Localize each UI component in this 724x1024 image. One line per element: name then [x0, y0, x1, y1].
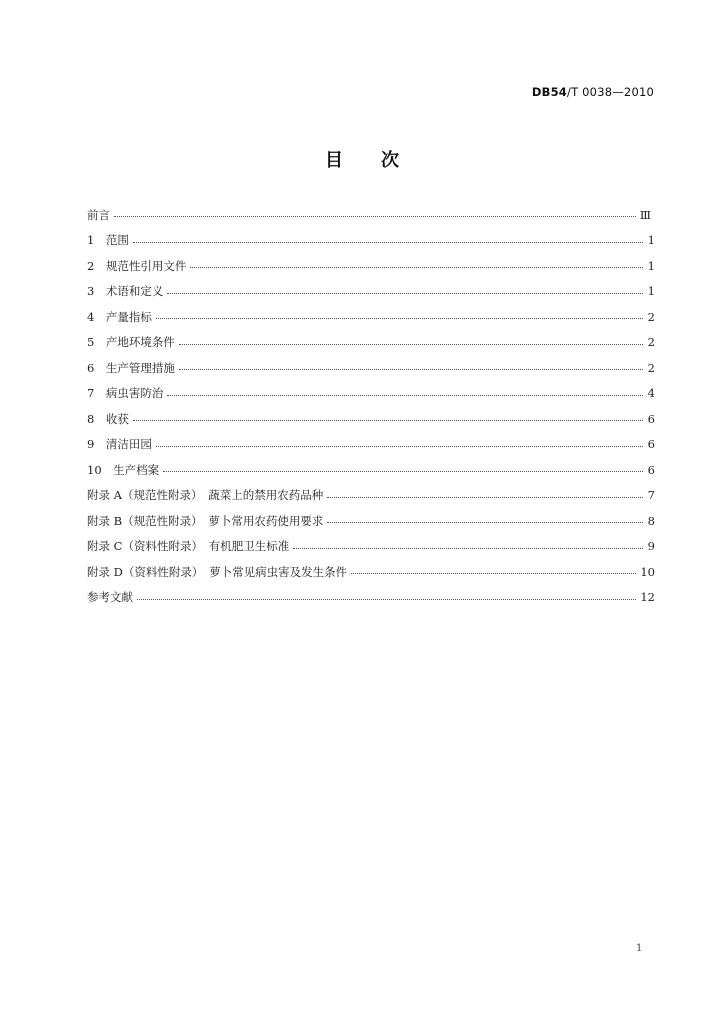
toc-entry[interactable]	[87, 534, 657, 560]
toc-leader-dots	[133, 419, 643, 421]
toc-leader-dots	[179, 343, 643, 345]
toc-entry-page: 4	[647, 386, 655, 401]
toc-entry-page: 6	[647, 437, 655, 452]
toc-entry-label: 附录 B（规范性附录） 萝卜常用农药使用要求	[87, 513, 324, 528]
toc-entry-page: 12	[640, 590, 655, 605]
toc-entry-label: 2 规范性引用文件	[87, 258, 187, 273]
toc-entry[interactable]	[87, 432, 657, 458]
toc-leader-dots	[351, 572, 636, 574]
standard-code	[532, 85, 654, 99]
toc-entry-page: 6	[647, 462, 655, 477]
toc-entry-page: 7	[647, 488, 655, 503]
toc-leader-dots	[167, 394, 643, 396]
toc-entry-page: 1	[647, 284, 655, 299]
toc-leader-dots	[156, 317, 643, 319]
toc-leader-dots	[133, 241, 643, 243]
toc-entry-page: 1	[647, 258, 655, 273]
toc-entry[interactable]	[87, 279, 657, 305]
toc-entry-label: 4 产量指标	[87, 309, 152, 324]
table-of-contents	[87, 202, 657, 610]
toc-leader-dots	[163, 470, 643, 472]
toc-entry-label: 附录 C（资料性附录） 有机肥卫生标准	[87, 539, 290, 554]
toc-entry-page: 1	[647, 233, 655, 248]
toc-entry-label: 1 范围	[87, 233, 129, 248]
toc-leader-dots	[293, 547, 643, 549]
toc-entry[interactable]	[87, 457, 657, 483]
standard-code-suffix: /T 0038—2010	[567, 85, 654, 99]
toc-leader-dots	[179, 368, 643, 370]
toc-entry-label: 7 病虫害防治	[87, 386, 164, 401]
toc-entry-page: 8	[647, 513, 655, 528]
toc-entry-label: 3 术语和定义	[87, 284, 164, 299]
toc-leader-dots	[114, 215, 636, 217]
toc-entry-label: 前言	[87, 207, 110, 222]
page-title: 目次	[325, 150, 437, 171]
toc-leader-dots	[190, 266, 643, 268]
toc-leader-dots	[167, 292, 643, 294]
toc-leader-dots	[327, 496, 643, 498]
toc-entry-page: 2	[647, 309, 655, 324]
toc-entry[interactable]	[87, 355, 657, 381]
toc-entry[interactable]	[87, 304, 657, 330]
toc-entry-page: 9	[647, 539, 655, 554]
toc-leader-dots	[327, 521, 643, 523]
toc-entry[interactable]	[87, 253, 657, 279]
toc-entry[interactable]	[87, 228, 657, 254]
toc-entry-page: 10	[640, 564, 655, 579]
toc-entry-page: 2	[647, 360, 655, 375]
toc-entry[interactable]	[87, 483, 657, 509]
toc-entry[interactable]	[87, 202, 657, 228]
toc-entry-page: 2	[647, 335, 655, 350]
toc-entry[interactable]	[87, 406, 657, 432]
toc-entry-page: 6	[647, 411, 655, 426]
toc-entry[interactable]	[87, 585, 657, 611]
toc-entry-label: 10 生产档案	[87, 462, 160, 477]
toc-entry-label: 参考文献	[87, 590, 133, 605]
toc-entry[interactable]	[87, 559, 657, 585]
toc-entry[interactable]	[87, 381, 657, 407]
toc-entry[interactable]	[87, 508, 657, 534]
standard-code-prefix: DB54	[531, 85, 567, 99]
toc-entry-page: Ⅲ	[639, 207, 651, 222]
toc-leader-dots	[137, 598, 636, 600]
toc-leader-dots	[156, 445, 643, 447]
page-number: 1	[636, 943, 643, 954]
toc-entry-label: 6 生产管理措施	[87, 360, 175, 375]
toc-entry-label: 9 清洁田园	[87, 437, 152, 452]
toc-entry-label: 5 产地环境条件	[87, 335, 175, 350]
toc-entry-label: 附录 A（规范性附录） 蔬菜上的禁用农药品种	[87, 488, 324, 503]
toc-entry-label: 8 收获	[87, 411, 129, 426]
toc-entry[interactable]	[87, 330, 657, 356]
toc-entry-label: 附录 D（资料性附录） 萝卜常见病虫害及发生条件	[87, 564, 348, 579]
